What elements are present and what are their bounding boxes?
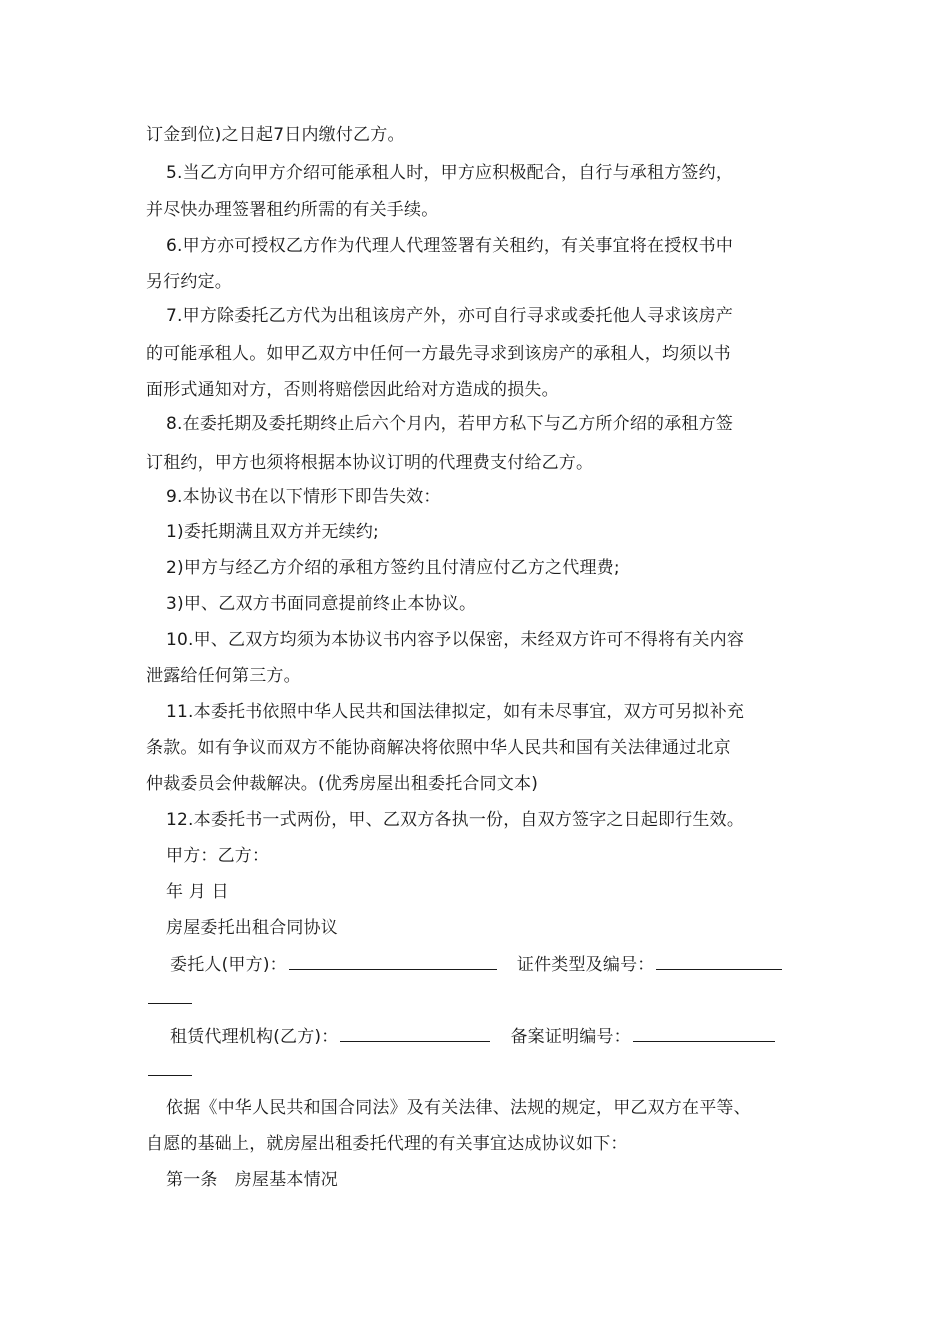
agency-row [170, 1025, 775, 1048]
section-heading: 第一条 房屋基本情况 [166, 1170, 338, 1190]
text-line: 10.甲、乙双方均须为本协议书内容予以保密，未经双方许可不得将有关内容 [166, 630, 745, 650]
text-line: 泄露给任何第三方。 [146, 666, 301, 686]
text-line: 5.当乙方向甲方介绍可能承租人时，甲方应积极配合，自行与承租方签约， [166, 163, 734, 183]
id-blank-continued [146, 987, 192, 1010]
text-line: 6.甲方亦可授权乙方作为代理人代理签署有关租约，有关事宜将在授权书中 [166, 236, 734, 256]
text-line: 自愿的基础上，就房屋出租委托代理的有关事宜达成协议如下： [146, 1134, 628, 1154]
text-line: 仲裁委员会仲裁解决。(优秀房屋出租委托合同文本) [146, 774, 539, 794]
text-line: 另行约定。 [146, 272, 232, 292]
text-line: 12.本委托书一式两份，甲、乙双方各执一份，自双方签字之日起即行生效。 [166, 810, 745, 830]
agency-label: 租赁代理机构(乙方)： [170, 1027, 339, 1047]
record-blank-tail[interactable] [148, 1059, 192, 1076]
text-line: 1)委托期满且双方并无续约; [166, 522, 379, 542]
text-line: 依据《中华人民共和国合同法》及有关法律、法规的规定，甲乙双方在平等、 [166, 1098, 751, 1118]
text-line: 2)甲方与经乙方介绍的承租方签约且付清应付乙方之代理费; [166, 558, 620, 578]
text-line: 7.甲方除委托乙方代为出租该房产外，亦可自行寻求或委托他人寻求该房产 [166, 306, 734, 326]
record-label: 备案证明编号： [510, 1027, 631, 1047]
signature-parties-line: 甲方：乙方： [166, 846, 270, 866]
principal-blank[interactable] [289, 953, 497, 970]
text-line: 面形式通知对方，否则将赔偿因此给对方造成的损失。 [146, 380, 559, 400]
text-line: 的可能承租人。如甲乙双方中任何一方最先寻求到该房产的承租人，均须以书 [146, 344, 731, 364]
record-blank-continued [146, 1059, 192, 1082]
principal-label: 委托人(甲方)： [170, 955, 287, 975]
record-blank[interactable] [633, 1025, 775, 1042]
date-line: 年 月 日 [166, 882, 229, 902]
text-line: 8.在委托期及委托期终止后六个月内，若甲方私下与乙方所介绍的承租方签 [166, 414, 734, 434]
text-line: 条款。如有争议而双方不能协商解决将依照中华人民共和国有关法律通过北京 [146, 738, 731, 758]
text-line: 11.本委托书依照中华人民共和国法律拟定，如有未尽事宜，双方可另拟补充 [166, 702, 745, 722]
text-line: 3)甲、乙双方书面同意提前终止本协议。 [166, 594, 477, 614]
text-line: 订金到位)之日起7日内缴付乙方。 [146, 125, 405, 145]
text-line: 9.本协议书在以下情形下即告失效： [166, 487, 441, 507]
id-label: 证件类型及编号： [516, 955, 655, 975]
id-blank[interactable] [656, 953, 782, 970]
text-line: 并尽快办理签署租约所需的有关手续。 [146, 200, 439, 220]
text-line: 订租约，甲方也须将根据本协议订明的代理费支付给乙方。 [146, 453, 594, 473]
id-blank-tail[interactable] [148, 987, 192, 1004]
agency-blank[interactable] [340, 1025, 490, 1042]
contract-title: 房屋委托出租合同协议 [166, 918, 338, 938]
principal-row [170, 953, 782, 976]
